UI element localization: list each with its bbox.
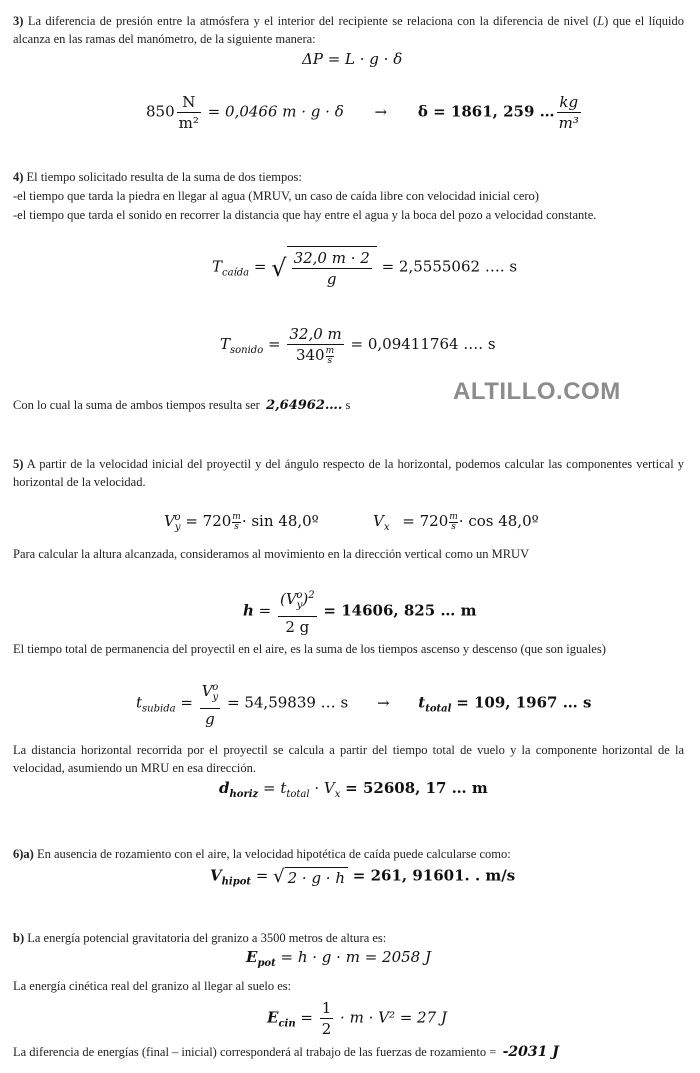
energy-difference-sentence: La diferencia de energías (final – inicial) corresponderá al trabajo de las fuerzas de rozamiento = -2031 J [13, 1044, 559, 1060]
sound-time-equation: $T_{sonido}$ = 32,0 m 340 $\frac{m}{s}$ = 0,09411764 …. s [220, 325, 496, 366]
height-sentence: Para calcular la altura alcanzada, consideramos al movimiento en la dirección vertical como un MRUV [13, 547, 530, 561]
kinetic-energy-equation: $E_{cin}$ = $\frac{1}{2}$ · m · V² = 27 J [267, 999, 447, 1038]
hypothetical-velocity-result: = 261, 91601. . m/s [352, 866, 516, 885]
distance-sentence: La distancia horizontal recorrida por el proyectil se calcula a partir del tiempo total de vuelo y la componente horizontal de la velocidad, asumiendo un MRU en esa dirección. [13, 743, 684, 775]
height-equation: h = $\frac{(V_y^o)^2}{2 g}$ = 14606, 825 … m [243, 590, 477, 636]
section-3-text: 3) La diferencia de presión entre la atmósfera y el interior del recipiente se relaciona con la diferencia de nivel (L) que el líquido alcanza en las ramas del manómetro, de la siguiente manera: [13, 14, 684, 46]
energy-difference-result: -2031 J [502, 1044, 559, 1060]
hypothetical-velocity-equation: $V_{hipot}$ = √ 2 · g · h = 261, 91601. . m/s [210, 866, 516, 888]
altillo-watermark-logo: ALTILLO.COM [453, 378, 621, 405]
sum-result: 2,64962…. [266, 398, 343, 413]
flight-time-sentence: El tiempo total de permanencia del proyectil en el aire, es la suma de los tiempos ascenso y descenso (que son iguales) [13, 642, 606, 656]
ascent-time-equation: $t_{subida}$ = $\frac{V_y^o}{g}$ = 54,59839 … $s \to t_{total} = 109$, 1967 … s [136, 682, 592, 728]
fall-time-equation: $T_{caída}$ = √ $\frac{32,0 m \cdot 2}{g}$ = 2,5555062 …. s [212, 246, 517, 289]
section-4-line3: -el tiempo que tarda el sonido en recorrer la distancia que hay entre el agua y la boca del pozo a velocidad constante. [13, 208, 597, 222]
section-6a-text: 6)a) En ausencia de rozamiento con el aire, la velocidad hipotética de caída puede calcularse como: [13, 847, 511, 861]
height-result: = 14606, 825 … m [323, 601, 477, 620]
potential-energy-equation: $E_{pot} = h \cdot g \cdot m = 2058$ J [246, 948, 431, 969]
section-5-text: 5) A partir de la velocidad inicial del proyectil y del ángulo respecto de la horizontal, podemos calcular las componentes vertical y horizontal de la velocidad. [13, 457, 684, 489]
vx-equation: $V_x = 720$ $\frac{m}{s}$ · cos 48,0º [373, 511, 539, 533]
section-4-line2: -el tiempo que tarda la piedra en llegar al agua (MRUV, un caso de caída libre con velocidad inicial cero) [13, 189, 539, 203]
kinetic-energy-sentence: La energía cinética real del granizo al llegar al suelo es: [13, 979, 292, 993]
section-3-number: 3) [13, 14, 24, 28]
arrow-icon: → [376, 693, 390, 712]
section-6b-text: b) La energía potencial gravitatoria del granizo a 3500 metros de altura es: [13, 931, 387, 945]
unit-fraction: $\frac{N}{\text{m²}}$ [178, 93, 199, 132]
distance-result: = 52608, 17 … m [345, 779, 488, 797]
density-result: δ = 1861, 259 … [417, 102, 555, 121]
sum-sentence: Con lo cual la suma de ambos tiempos resulta ser 2,64962…. s [13, 398, 351, 413]
square-root: √ $\frac{32,0 m \cdot 2}{g}$ [271, 246, 377, 289]
distance-equation: $d_{horiz} = t_{total} \cdot V_x = 52608$, 17 … m [219, 779, 488, 800]
total-time-result: = 109, 1967 … s [456, 693, 592, 712]
vy-equation: $V_y^o = 720$ $\frac{m}{s}$ · sin 48,0º [164, 511, 319, 533]
pressure-equation: ΔP = L · g · δ [302, 50, 403, 68]
section-4-line1: 4) El tiempo solicitado resulta de la suma de dos tiempos: [13, 170, 302, 184]
arrow-icon: → [374, 102, 388, 121]
density-equation: 850 $\frac{N}{\text{m²}}$ = 0,0466 m · g · δ → δ = 1861, 259 … $\frac{kg}{\text{m³}}$ [146, 93, 579, 132]
